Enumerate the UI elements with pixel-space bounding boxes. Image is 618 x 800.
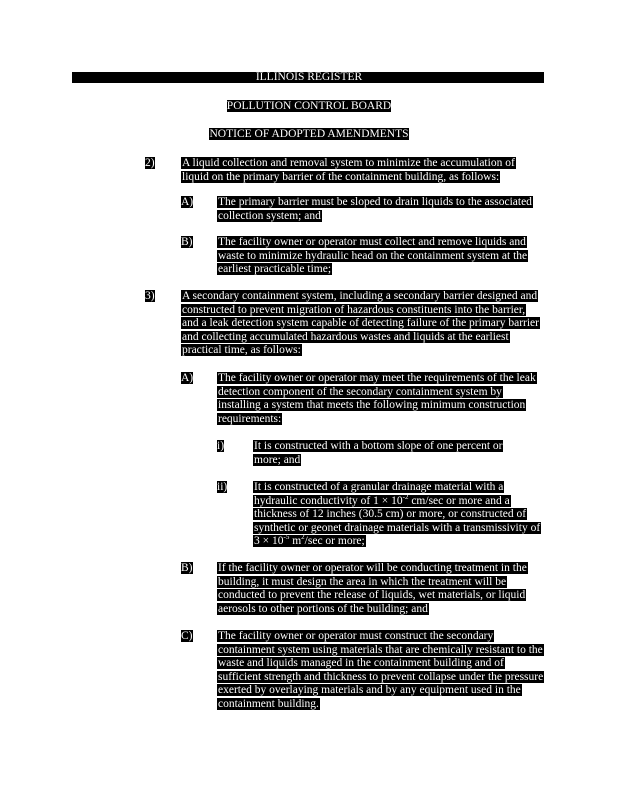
item-3Ai-text: It is constructed with a bottom slope of one percent or more; and (254, 440, 503, 466)
item-3B-marker: B) (181, 562, 193, 574)
item-2-marker: 2) (145, 157, 155, 169)
item-2B-text: The facility owner or operator must collect and remove liquids and waste to minimize hydraulic head on the containment system at the earliest practicable time; (218, 236, 528, 275)
item-3C-marker: C) (181, 630, 193, 642)
agency-title: POLLUTION CONTROL BOARD (226, 100, 392, 112)
item-3A-text: The facility owner or operator may meet the requirements of the leak detection component of the secondary containment system by installing a system that meets the following minimum construction requirements: (218, 372, 536, 425)
item-3-text: A secondary containment system, including a secondary barrier designed and constructed to prevent migration of hazardous constituents into the barrier, and a leak detection system capable of detecting failure of the primary barrier and collecting accumulated hazardous wastes and liquids at the earliest practical time, as follows: (182, 290, 539, 356)
item-3Aii-text: It is constructed of a granular drainage material with a hydraulic conductivity of $1 \times 10^{-2}$ cm/sec or more and a thickness of 12 inches (30.5 cm) or more, or constructed of synthetic or geonet drainage materials with a transmissivity of $3 \times 10^{-5}$ $m^2/\sec$ or more; (254, 481, 541, 547)
item-2B-marker: B) (181, 236, 193, 248)
item-3Aii-marker: ii) (217, 481, 228, 493)
item-3C-text: The facility owner or operator must construct the secondary containment system using materials that are chemically resistant to the waste and liquids managed in the containment building and of sufficient strength and thickness to prevent collapse under the pressure exerted by overlaying materials and by any equipment used in the containment building. (218, 630, 544, 710)
item-3A-marker: A) (181, 372, 194, 384)
item-2A-text: The primary barrier must be sloped to drain liquids to the associated collection system; and (218, 196, 532, 222)
item-2A-marker: A) (181, 196, 194, 208)
register-title: ILLINOIS REGISTER (255, 71, 363, 83)
item-3-marker: 3) (145, 290, 155, 302)
item-2-text: A liquid collection and removal system to minimize the accumulation of liquid on the primary barrier of the containment building, as follows: (182, 157, 515, 183)
item-3B-text: If the facility owner or operator will be conducting treatment in the building, it must design the area in which the treatment will be conducted to prevent the release of liquids, wet materials, or liquid aerosols to other portions of the building; and (218, 562, 527, 615)
notice-title: NOTICE OF ADOPTED AMENDMENTS (209, 128, 409, 140)
item-3Ai-marker: i) (217, 440, 225, 452)
